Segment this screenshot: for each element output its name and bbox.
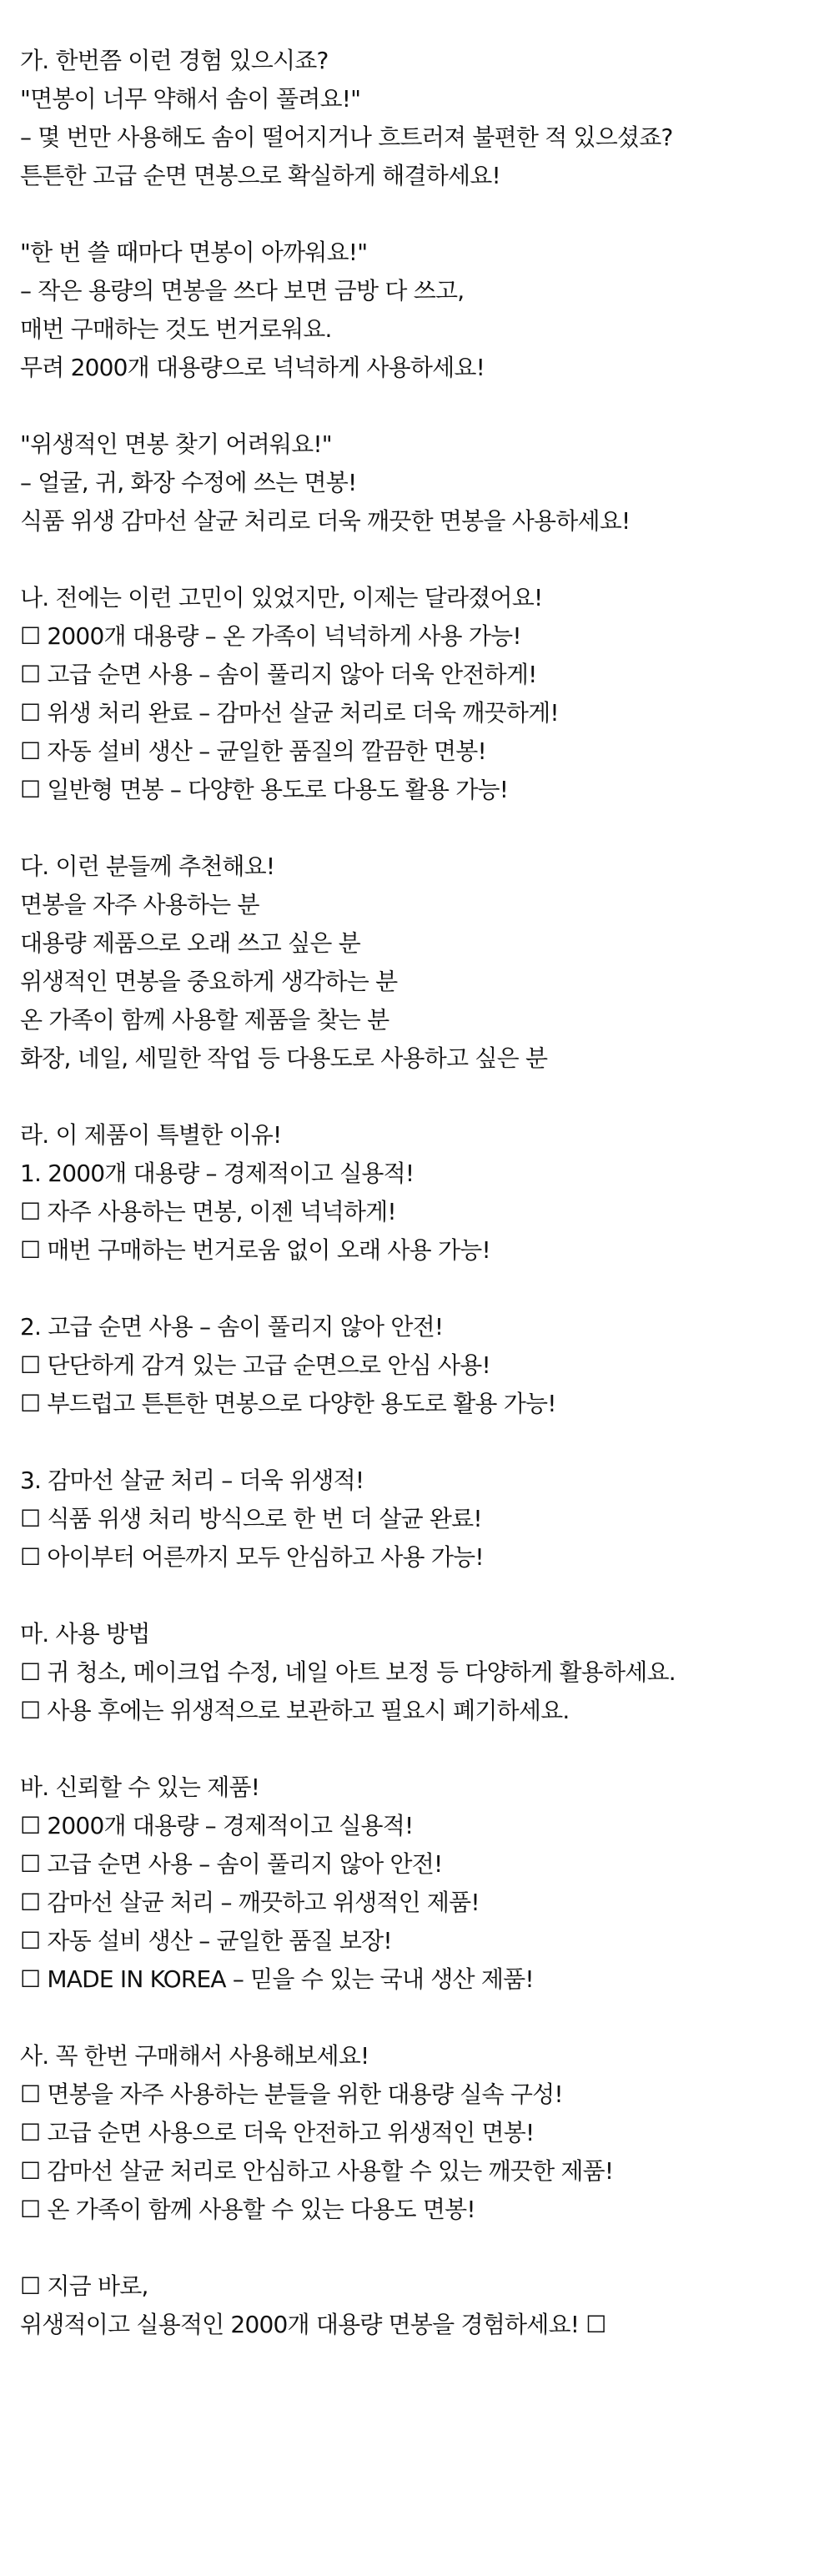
text-line: 위생적인 면봉을 중요하게 생각하는 분 <box>20 968 398 995</box>
text-line: 대용량 제품으로 오래 쓰고 싶은 분 <box>20 929 360 957</box>
text-line: 식품 위생 감마선 살균 처리로 더욱 깨끗한 면봉을 사용하세요! <box>20 507 631 535</box>
text-line: ☐ 사용 후에는 위생적으로 보관하고 필요시 폐기하세요. <box>20 1697 570 1724</box>
text-line: – 몇 번만 사용해도 솜이 떨어지거나 흐트러져 불편한 적 있으셨죠? <box>20 123 673 151</box>
text-line: ☐ 아이부터 어른까지 모두 안심하고 사용 가능! <box>20 1543 484 1571</box>
text-line: ☐ 2000개 대용량 – 온 가족이 넉넉하게 사용 가능! <box>20 622 521 650</box>
text-line: ☐ 2000개 대용량 – 경제적이고 실용적! <box>20 1812 414 1839</box>
text-line: ☐ 감마선 살균 처리 – 깨끗하고 위생적인 제품! <box>20 1889 480 1916</box>
paragraph-spacer <box>20 1270 834 1308</box>
paragraph-spacer <box>20 1730 834 1768</box>
text-line: 나. 전에는 이런 고민이 있었지만, 이제는 달라졌어요! <box>20 584 543 611</box>
text-line: 튼튼한 고급 순면 면봉으로 확실하게 해결하세요! <box>20 162 500 189</box>
text-line: ☐ 감마선 살균 처리로 안심하고 사용할 수 있는 깨끗한 제품! <box>20 2157 614 2185</box>
text-line: ☐ 고급 순면 사용 – 솜이 풀리지 않아 안전! <box>20 1850 443 1878</box>
paragraph-spacer <box>20 1999 834 2037</box>
text-line: ☐ 위생 처리 완료 – 감마선 살균 처리로 더욱 깨끗하게! <box>20 699 559 727</box>
text-line: 라. 이 제품이 특별한 이유! <box>20 1121 282 1149</box>
paragraph-spacer <box>20 1423 834 1462</box>
text-line: 화장, 네일, 세밀한 작업 등 다용도로 사용하고 싶은 분 <box>20 1044 548 1072</box>
text-line: "위생적인 면봉 찾기 어려워요!" <box>20 430 332 458</box>
paragraph-spacer <box>20 541 834 579</box>
text-line: ☐ 면봉을 자주 사용하는 분들을 위한 대용량 실속 구성! <box>20 2080 563 2108</box>
text-line: 마. 사용 방법 <box>20 1620 150 1648</box>
paragraph-spacer <box>20 195 834 234</box>
text-line: ☐ 식품 위생 처리 방식으로 한 번 더 살균 완료! <box>20 1505 482 1532</box>
text-line: ☐ 자주 사용하는 면봉, 이젠 넉넉하게! <box>20 1198 396 1225</box>
text-line: ☐ 자동 설비 생산 – 균일한 품질 보장! <box>20 1927 392 1955</box>
text-line: ☐ 자동 설비 생산 – 균일한 품질의 깔끔한 면봉! <box>20 737 486 765</box>
paragraph-spacer <box>20 809 834 848</box>
text-line: 3. 감마선 살균 처리 – 더욱 위생적! <box>20 1467 364 1494</box>
paragraph-spacer <box>20 1577 834 1615</box>
text-line: ☐ 귀 청소, 메이크업 수정, 네일 아트 보정 등 다양하게 활용하세요. <box>20 1658 676 1686</box>
text-line: 매번 구매하는 것도 번거로워요. <box>20 315 332 343</box>
text-line: 온 가족이 함께 사용할 제품을 찾는 분 <box>20 1006 389 1034</box>
text-line: ☐ 온 가족이 함께 사용할 수 있는 다용도 면봉! <box>20 2196 475 2223</box>
text-line: 2. 고급 순면 사용 – 솜이 풀리지 않아 안전! <box>20 1313 444 1341</box>
text-line: ☐ 고급 순면 사용 – 솜이 풀리지 않아 더욱 안전하게! <box>20 661 537 688</box>
paragraph-spacer <box>20 1078 834 1116</box>
text-line: "면봉이 너무 약해서 솜이 풀려요!" <box>20 85 361 113</box>
text-line: ☐ MADE IN KOREA – 믿을 수 있는 국내 생산 제품! <box>20 1965 534 1993</box>
text-line: ☐ 매번 구매하는 번거로움 없이 오래 사용 가능! <box>20 1236 490 1264</box>
text-line: 1. 2000개 대용량 – 경제적이고 실용적! <box>20 1160 414 1187</box>
text-line: ☐ 일반형 면봉 – 다양한 용도로 다용도 활용 가능! <box>20 776 509 803</box>
text-line: – 작은 용량의 면봉을 쓰다 보면 금방 다 쓰고, <box>20 277 465 304</box>
text-line: "한 번 쓸 때마다 면봉이 아까워요!" <box>20 239 368 266</box>
text-line: 위생적이고 실용적인 2000개 대용량 면봉을 경험하세요! ☐ <box>20 2311 606 2338</box>
paragraph-spacer <box>20 2229 834 2267</box>
text-line: ☐ 단단하게 감겨 있는 고급 순면으로 안심 사용! <box>20 1351 490 1379</box>
text-line: 면봉을 자주 사용하는 분 <box>20 891 259 918</box>
text-line: ☐ 부드럽고 튼튼한 면봉으로 다양한 용도로 활용 가능! <box>20 1390 556 1417</box>
text-line: ☐ 고급 순면 사용으로 더욱 안전하고 위생적인 면봉! <box>20 2119 535 2146</box>
text-line: 사. 꼭 한번 구매해서 사용해보세요! <box>20 2042 369 2070</box>
text-line: 다. 이런 분들께 추천해요! <box>20 853 275 880</box>
text-line: 무려 2000개 대용량으로 넉넉하게 사용하세요! <box>20 354 485 381</box>
text-line: – 얼굴, 귀, 화장 수정에 쓰는 면봉! <box>20 469 357 496</box>
paragraph-spacer <box>20 387 834 425</box>
text-line: 바. 신뢰할 수 있는 제품! <box>20 1774 260 1801</box>
text-line: 가. 한번쯤 이런 경험 있으시죠? <box>20 47 329 74</box>
text-line: ☐ 지금 바로, <box>20 2272 148 2300</box>
